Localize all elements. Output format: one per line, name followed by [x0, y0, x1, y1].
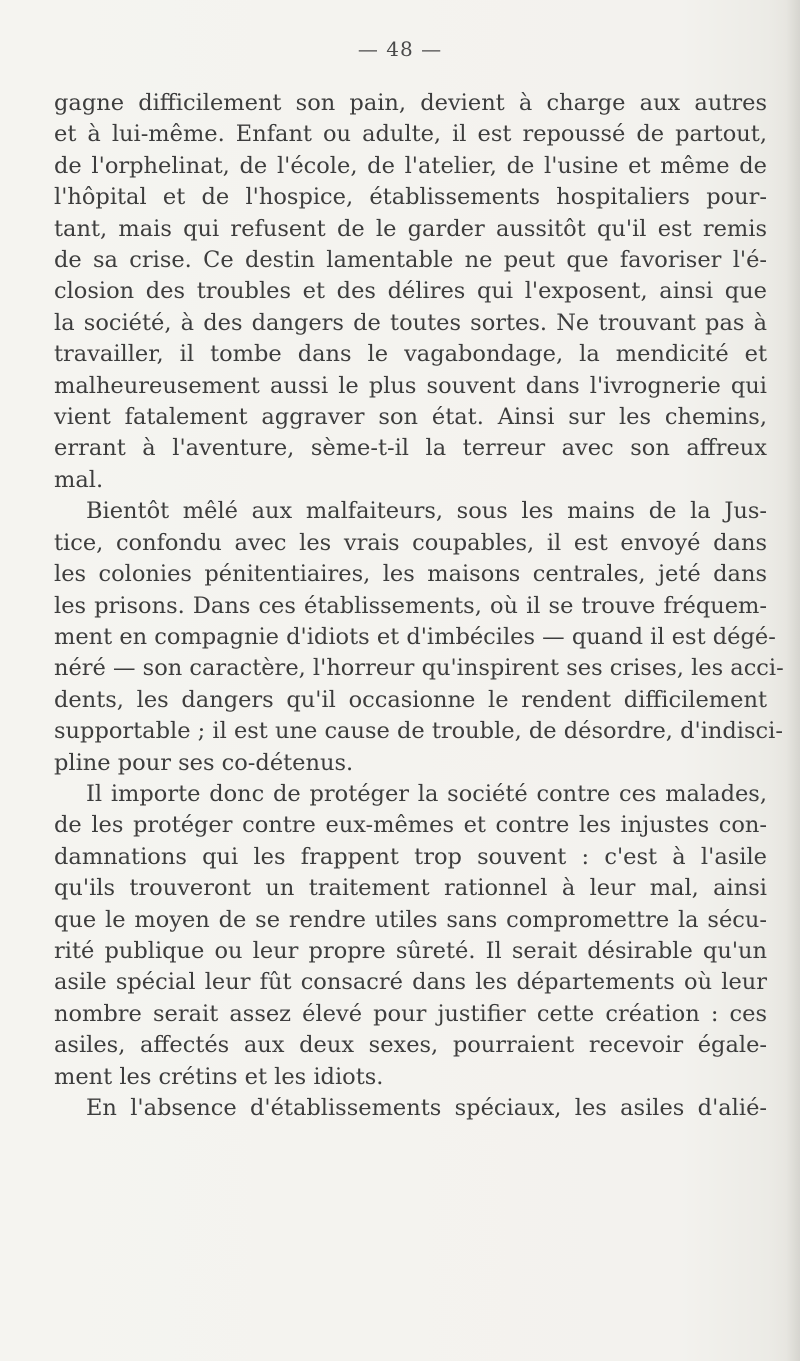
- text-line: que le moyen de se rendre utiles sans compromettre la sécu-: [54, 906, 767, 933]
- text-line: En l'absence d'établissements spéciaux, les asiles d'alié-: [86, 1095, 767, 1121]
- text-line: mal.: [54, 466, 104, 493]
- text-line: l'hôpital et de l'hospice, établissements hospitaliers pour-: [54, 184, 767, 211]
- text-line: Il importe donc de protéger la société contre ces malades,: [86, 780, 767, 807]
- text-line: supportable ; il est une cause de trouble, de désordre, d'indisci-: [54, 718, 783, 745]
- text-line: pline pour ses co-détenus.: [54, 749, 354, 776]
- text-line: les prisons. Dans ces établissements, où il se trouve fréquem-: [54, 592, 767, 619]
- text-line: qu'ils trouveront un traitement rationnel à leur mal, ainsi: [54, 875, 767, 902]
- text-line: de l'orphelinat, de l'école, de l'atelier, de l'usine et même de: [54, 152, 767, 179]
- text-line: nombre serait assez élevé pour justifier cette création : ces: [54, 1000, 767, 1027]
- text-line: tice, confondu avec les vrais coupables, il est envoyé dans: [54, 529, 767, 556]
- text-line: dents, les dangers qu'il occasionne le rendent difficilement: [54, 686, 767, 713]
- text-line: asile spécial leur fût consacré dans les départements où leur: [54, 969, 767, 996]
- text-line: la société, à des dangers de toutes sortes. Ne trouvant pas à: [54, 309, 767, 336]
- text-line: malheureusement aussi le plus souvent dans l'ivrognerie qui: [54, 372, 767, 399]
- text-line: et à lui-même. Enfant ou adulte, il est repoussé de partout,: [54, 121, 767, 148]
- text-line: Bientôt mêlé aux malfaiteurs, sous les mains de la Jus-: [86, 498, 767, 525]
- text-line: travailler, il tombe dans le vagabondage, la mendicité et: [54, 341, 767, 368]
- text-line: tant, mais qui refusent de le garder aussitôt qu'il est remis: [54, 215, 767, 242]
- text-line: rité publique ou leur propre sûreté. Il serait désirable qu'un: [54, 937, 767, 964]
- text-line: gagne difficilement son pain, devient à charge aux autres: [54, 90, 767, 116]
- text-line: closion des troubles et des délires qui l'exposent, ainsi que: [54, 278, 767, 305]
- text-line: néré — son caractère, l'horreur qu'inspirent ses crises, les acci-: [54, 655, 784, 682]
- text-line: ment les crétins et les idiots.: [54, 1063, 384, 1090]
- text-line: les colonies pénitentiaires, les maisons centrales, jeté dans: [54, 561, 767, 588]
- page-edge-shadow: [786, 0, 800, 1361]
- text-line: de sa crise. Ce destin lamentable ne peut que favoriser l'é-: [54, 247, 767, 274]
- text-line: ment en compagnie d'idiots et d'imbéciles — quand il est dégé-: [54, 623, 776, 650]
- text-line: damnations qui les frappent trop souvent : c'est à l'asile: [54, 843, 767, 870]
- page-number-header: — 48 —: [357, 37, 443, 61]
- text-line: vient fatalement aggraver son état. Ainsi sur les chemins,: [54, 404, 767, 431]
- body-text: [54, 88, 784, 1124]
- text-line: asiles, affectés aux deux sexes, pourraient recevoir égale-: [54, 1032, 767, 1059]
- text-line: errant à l'aventure, sème-t-il la terreur avec son affreux: [54, 435, 767, 462]
- text-line: de les protéger contre eux-mêmes et contre les injustes con-: [54, 812, 767, 839]
